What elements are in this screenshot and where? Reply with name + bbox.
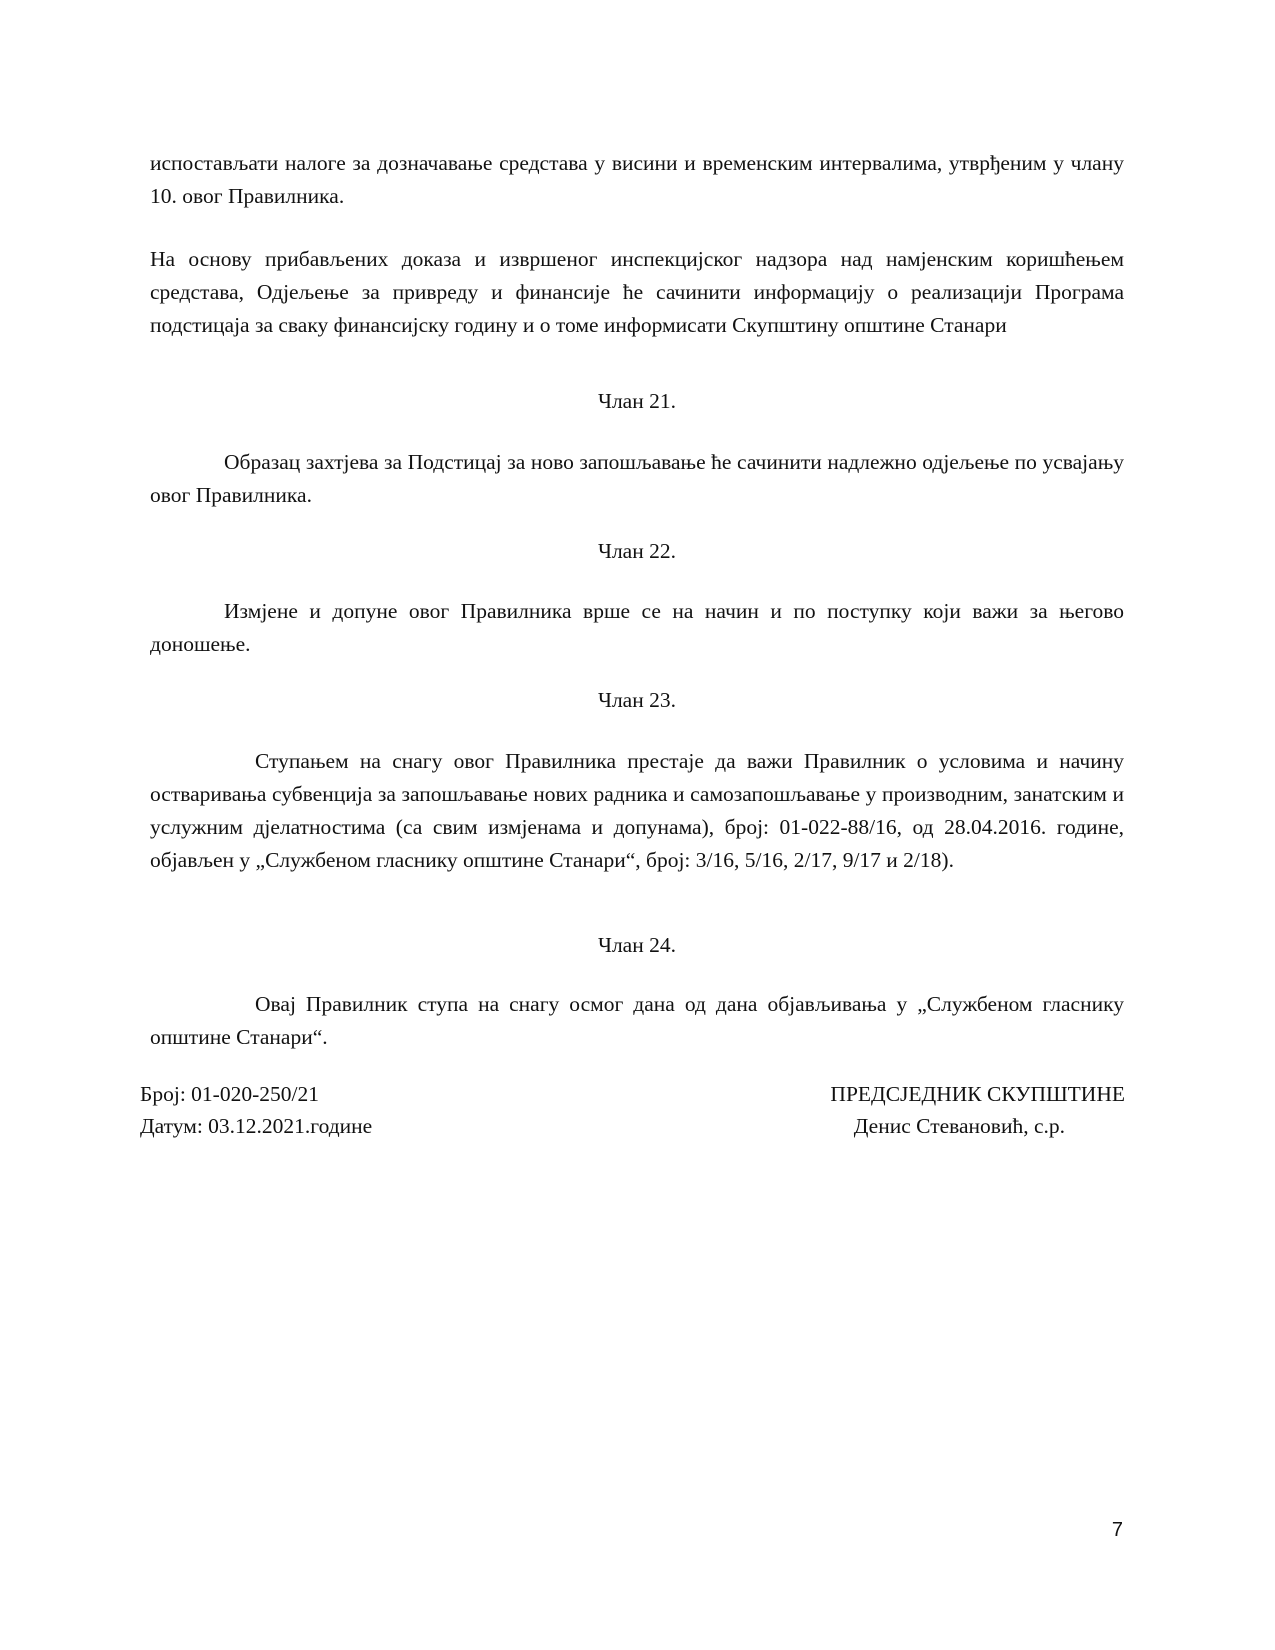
article-23-text: Ступањем на снагу овог Правилника престаје да важи Правилник о условима и начину остваривања субвенција за запошљавање нових радника и самозапошљавање у производним, занатским и услужним дјелатностима (са свим измјенама и допунама), број: 01-022-88/16, од 28.04.2016. године, објављен у „Службеном гласнику општине Станари“, број: 3/16, 5/16, 2/17, 9/17 и 2/18). xyxy=(150,749,1124,872)
article-22-text: Измјене и допуне овог Правилника врше се на начин и по поступку који важи за његово доношење. xyxy=(150,599,1124,656)
page-number: 7 xyxy=(1111,1519,1123,1541)
article-21-heading: Члан 21. xyxy=(597,389,676,413)
article-24-text: Овај Правилник ступа на снагу осмог дана од дана објављивања у „Службеном гласнику општине Станари“. xyxy=(150,992,1124,1049)
paragraph-continuation: испостављати налоге за дозначавање средстава у висини и временским интервалима, утврђеним у члану 10. овог Правилника. xyxy=(150,151,1124,208)
paragraph-inspection: На основу прибављених доказа и извршеног инспекцијског надзора над намјенским коришћењем средстава, Одјељење за привреду и финансије ће сачинити информацију о реализацији Програма подстицаја за сваку финансијску годину и о томе информисати Скупштину општине Станари xyxy=(150,247,1124,337)
signatory-name: Денис Стевановић, с.р. xyxy=(853,1114,1065,1138)
document-number: Број: 01-020-250/21 xyxy=(140,1082,319,1106)
signatory-title: ПРЕДСЈЕДНИК СКУПШТИНЕ xyxy=(830,1082,1125,1106)
article-24-heading: Члан 24. xyxy=(597,933,676,957)
article-22-heading: Члан 22. xyxy=(597,539,676,563)
document-date: Датум: 03.12.2021.године xyxy=(140,1114,373,1138)
article-23-heading: Члан 23. xyxy=(597,688,676,712)
article-21-text: Образац захтјева за Подстицај за ново запошљавање ће сачинити надлежно одјељење по усвајању овог Правилника. xyxy=(150,450,1124,507)
